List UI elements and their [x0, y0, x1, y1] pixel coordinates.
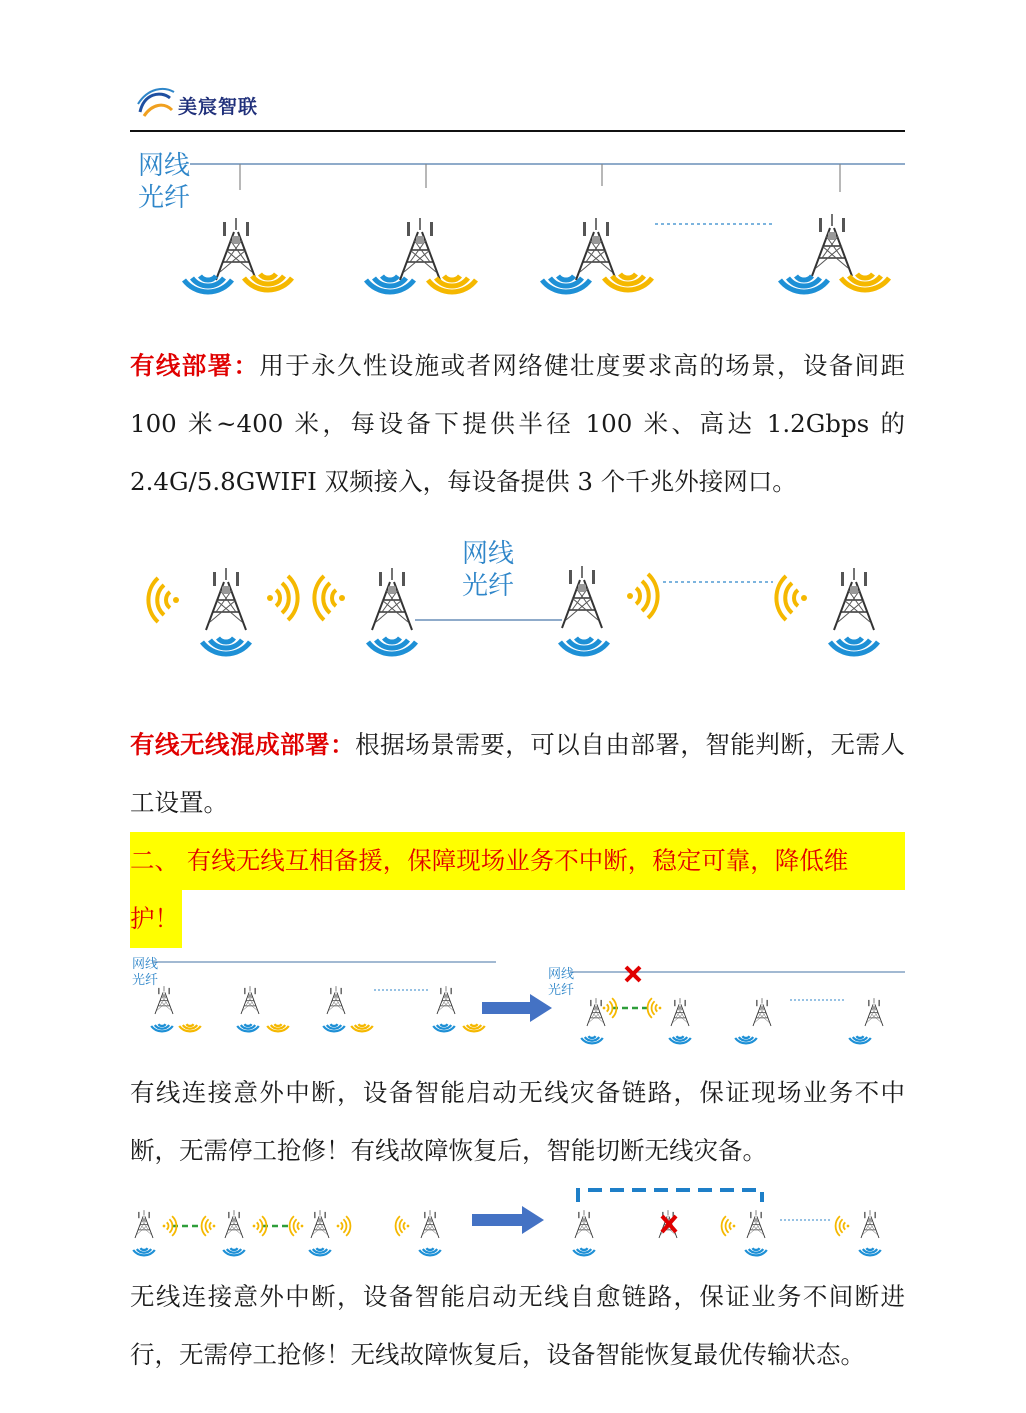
tower-icon — [225, 1210, 243, 1238]
tower-icon — [865, 998, 883, 1026]
radio-signal-icon — [148, 578, 179, 622]
wifi-yellow-icon — [428, 276, 476, 292]
cable-label-1: 网线 — [548, 967, 575, 982]
hybrid-deployment-text: 根据场景需要，可以自由部署，智能判断，无需人工设置。 — [130, 730, 906, 817]
tower-icon — [327, 986, 345, 1014]
wifi-blue-icon — [433, 1024, 455, 1031]
wifi-blue-icon — [419, 1248, 441, 1255]
radio-signal-icon — [836, 1216, 850, 1236]
wifi-blue-icon — [581, 1036, 603, 1043]
wired-deployment-paragraph — [130, 337, 905, 511]
tower-icon — [241, 986, 259, 1014]
tower-icon — [135, 1210, 153, 1238]
wifi-blue-icon — [366, 276, 414, 292]
transition-arrow-icon — [472, 1206, 544, 1234]
tower-icon — [753, 998, 771, 1026]
cable-label-1: 网线 — [138, 151, 191, 181]
radio-signal-icon — [648, 998, 662, 1018]
tower-icon — [812, 214, 852, 276]
wifi-yellow-icon — [351, 1024, 373, 1031]
wifi-blue-icon — [745, 1248, 767, 1255]
wifi-blue-icon — [669, 1036, 691, 1043]
tower-icon — [155, 986, 173, 1014]
wifi-blue-icon — [573, 1248, 595, 1255]
wifi-yellow-icon — [604, 274, 652, 290]
wifi-blue-icon — [859, 1248, 881, 1255]
wifi-yellow-icon — [244, 274, 292, 290]
cable-label-2: 光纤 — [462, 571, 515, 601]
radio-signal-icon — [776, 576, 807, 620]
tower-icon — [421, 1210, 439, 1238]
cable-label-1: 网线 — [462, 539, 515, 569]
cable-label-2: 光纤 — [548, 983, 575, 998]
wired-deployment-lead: 有线部署： — [130, 351, 260, 380]
radio-signal-icon — [290, 1216, 304, 1236]
wifi-blue-icon — [202, 638, 250, 654]
wifi-blue-icon — [849, 1036, 871, 1043]
wifi-blue-icon — [323, 1024, 345, 1031]
header-divider — [130, 130, 905, 132]
wifi-blue-icon — [184, 276, 232, 292]
tower-icon — [372, 568, 412, 630]
tower-icon — [671, 998, 689, 1026]
wifi-blue-icon — [151, 1024, 173, 1031]
wifi-blue-icon — [309, 1248, 331, 1255]
wifi-yellow-icon — [841, 274, 889, 290]
radio-signal-icon — [314, 576, 345, 620]
section-2-heading-line-1: 二、 有线无线互相备援，保障现场业务不中断，稳定可靠，降低维 — [130, 832, 905, 890]
wifi-yellow-icon — [463, 1024, 485, 1031]
radio-signal-icon — [722, 1216, 736, 1236]
radio-signal-icon — [202, 1216, 216, 1236]
radio-signal-icon — [267, 576, 298, 620]
wifi-yellow-icon — [179, 1024, 201, 1031]
broken-link-icon — [626, 967, 640, 981]
radio-signal-icon — [627, 574, 658, 618]
cable-label-2: 光纤 — [138, 183, 191, 213]
tower-icon — [834, 568, 874, 630]
tower-icon — [206, 568, 246, 630]
tower-icon — [216, 218, 256, 280]
wireless-self-heal-diagram — [130, 1180, 910, 1266]
tower-icon — [576, 218, 616, 280]
wifi-blue-icon — [542, 276, 590, 292]
section-2-heading-line-2: 护！ — [130, 890, 182, 948]
wifi-blue-icon — [735, 1036, 757, 1043]
wired-failover-paragraph: 有线连接意外中断，设备智能启动无线灾备链路，保证现场业务不中断，无需停工抢修！有线故障恢复后，智能切断无线灾备。 — [130, 1078, 905, 1165]
wifi-blue-icon — [223, 1248, 245, 1255]
wired-failover-diagram — [130, 950, 910, 1050]
wifi-blue-icon — [368, 638, 416, 654]
tower-icon — [575, 1210, 593, 1238]
wireless-self-heal-paragraph: 无线连接意外中断，设备智能启动无线自愈链路，保证业务不间断进行，无需停工抢修！无线故障恢复后，设备智能恢复最优传输状态。 — [130, 1282, 905, 1369]
tower-icon — [437, 986, 455, 1014]
tower-icon — [562, 566, 602, 628]
wifi-blue-icon — [830, 638, 878, 654]
radio-signal-icon — [337, 1216, 351, 1236]
wired-deployment-diagram — [130, 140, 910, 320]
wifi-blue-icon — [560, 638, 608, 654]
cable-label-2: 光纤 — [132, 973, 159, 988]
hybrid-deployment-paragraph — [130, 716, 905, 832]
cable-label-1: 网线 — [132, 957, 159, 972]
hybrid-deployment-lead: 有线无线混成部署： — [130, 730, 356, 759]
wifi-blue-icon — [780, 276, 828, 292]
tower-icon — [587, 998, 605, 1026]
tower-icon — [311, 1210, 329, 1238]
section-2-heading — [130, 832, 905, 948]
wifi-blue-icon — [237, 1024, 259, 1031]
tower-icon — [861, 1210, 879, 1238]
radio-signal-icon — [396, 1216, 410, 1236]
tower-icon — [747, 1210, 765, 1238]
hybrid-deployment-diagram — [130, 530, 910, 680]
wired-deployment-text: 用于永久性设施或者网络健壮度要求高的场景，设备间距100 米~400 米，每设备下提供半径 100 米、高达 1.2Gbps 的2.4G/5.8GWIFI 双频接入，每设备提供 3 个千兆外接网口。 — [130, 351, 906, 496]
tower-icon — [400, 218, 440, 280]
wifi-blue-icon — [133, 1248, 155, 1255]
brand-name: 美宸智联 — [178, 96, 259, 118]
transition-arrow-icon — [482, 994, 552, 1022]
wifi-yellow-icon — [267, 1024, 289, 1031]
